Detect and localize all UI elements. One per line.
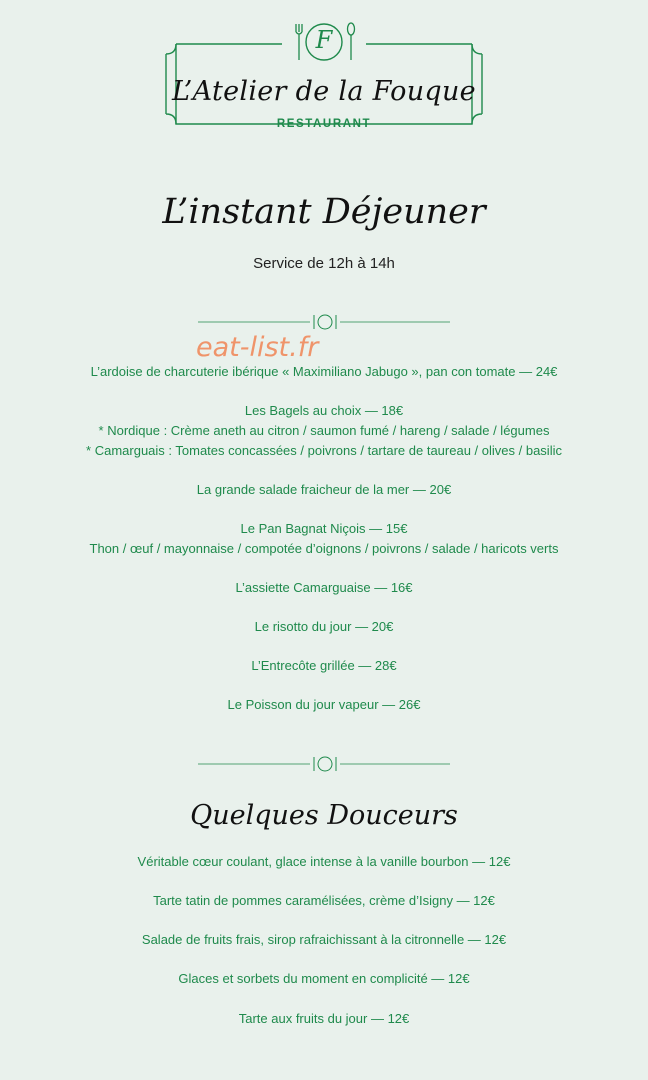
dessert-item: Véritable cœur coulant, glace intense à la vanille bourbon — 12€ bbox=[137, 854, 511, 869]
dessert-item: Salade de fruits frais, sirop rafraichissant à la citronnelle — 12€ bbox=[141, 932, 507, 947]
dessert-item: Glaces et sorbets du moment en complicité — 12€ bbox=[178, 971, 470, 986]
menu-item: Les Bagels au choix — 18€ bbox=[244, 403, 404, 418]
ornament-divider bbox=[198, 312, 450, 332]
menu-item: L’Entrecôte grillée — 28€ bbox=[251, 658, 397, 673]
menu-item: Le Pan Bagnat Niçois — 15€ bbox=[240, 521, 408, 536]
menu-item: Le Poisson du jour vapeur — 26€ bbox=[227, 697, 421, 712]
menu-item-detail: * Camarguais : Tomates concassées / poivrons / tartare de taureau / olives / basilic bbox=[86, 443, 562, 458]
menu-item-detail: * Nordique : Crème aneth au citron / saumon fumé / hareng / salade / légumes bbox=[98, 423, 550, 438]
dessert-item: Tarte aux fruits du jour — 12€ bbox=[238, 1011, 410, 1026]
logo-subtitle: RESTAURANT bbox=[276, 118, 372, 130]
dessert-item: Tarte tatin de pommes caramélisées, crème d’Isigny — 12€ bbox=[153, 893, 495, 908]
restaurant-logo bbox=[162, 20, 486, 144]
fork-icon bbox=[296, 24, 302, 60]
logo-initial: F bbox=[315, 26, 333, 54]
menu-item: L’assiette Camarguaise — 16€ bbox=[235, 580, 413, 595]
ornament-divider bbox=[198, 754, 450, 774]
spoon-icon bbox=[348, 23, 355, 60]
desserts-title: Quelques Douceurs bbox=[190, 800, 458, 831]
menu-item: L’ardoise de charcuterie ibérique « Maximiliano Jabugo », pan con tomate — 24€ bbox=[90, 364, 558, 379]
watermark: eat-list.fr bbox=[196, 332, 319, 363]
menu-item: La grande salade fraicheur de la mer — 20€ bbox=[196, 482, 452, 497]
service-hours: Service de 12h à 14h bbox=[253, 255, 395, 272]
menu-item: Le risotto du jour — 20€ bbox=[254, 619, 394, 634]
logo-name: L’Atelier de la Fouque bbox=[172, 76, 476, 107]
menu-item-detail: Thon / œuf / mayonnaise / compotée d’oignons / poivrons / salade / haricots verts bbox=[89, 541, 559, 556]
page-title: L’instant Déjeuner bbox=[162, 192, 486, 232]
